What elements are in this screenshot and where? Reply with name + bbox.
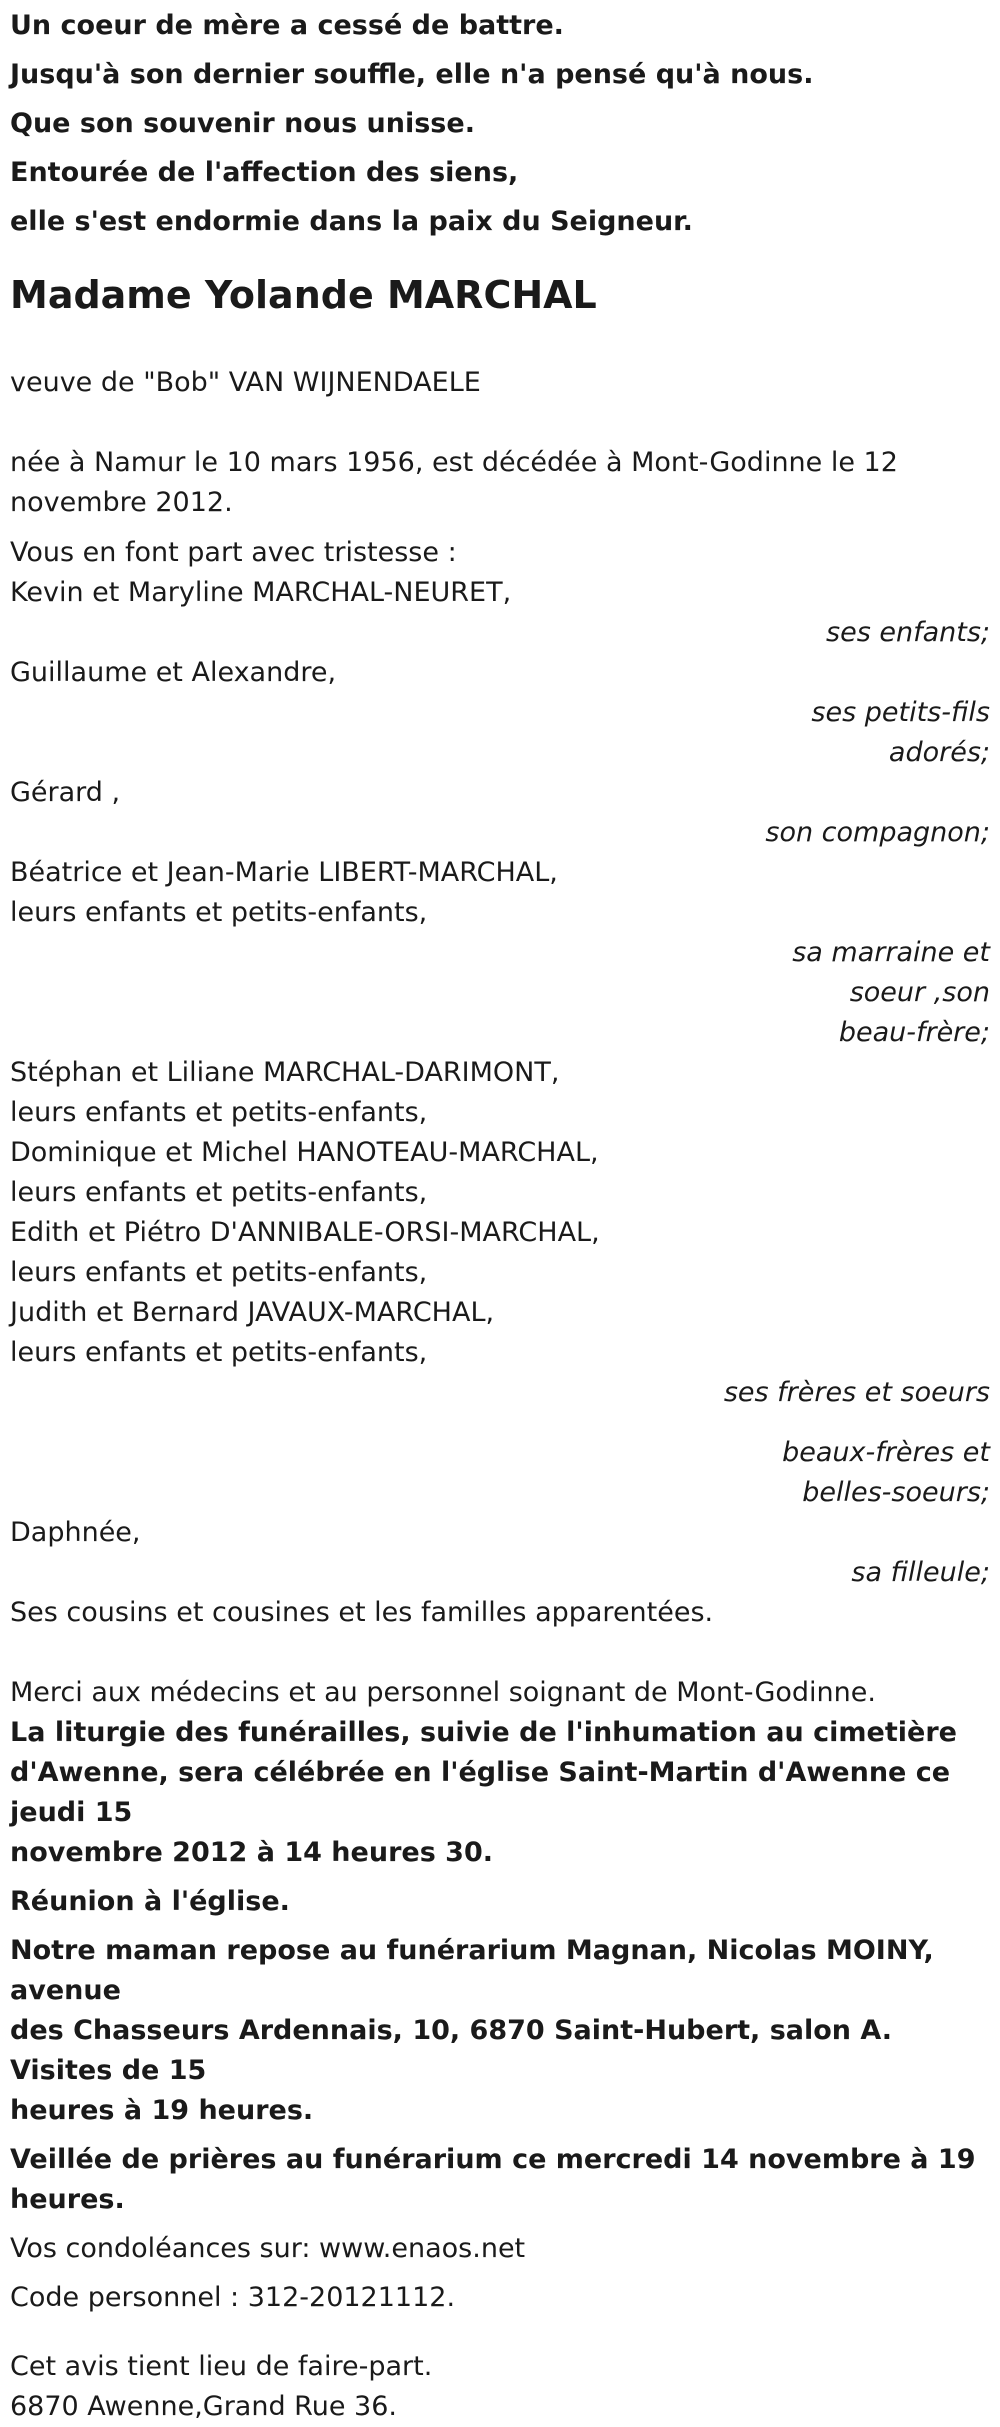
- family-entry-6-children: leurs enfants et petits-enfants,: [10, 1177, 428, 1208]
- widow-line: veuve de "Bob" VAN WIJNENDAELE: [10, 367, 481, 398]
- family-entry-4-children: leurs enfants et petits-enfants,: [10, 897, 428, 928]
- family-entry-6: Dominique et Michel HANOTEAU-MARCHAL,: [10, 1137, 599, 1168]
- family-entry-4: Béatrice et Jean-Marie LIBERT-MARCHAL,: [10, 857, 558, 888]
- funeral-paragraph: [10, 1713, 990, 1873]
- relation-goddaughter: sa filleule;: [851, 1557, 990, 1588]
- family-entry-5-children: leurs enfants et petits-enfants,: [10, 1097, 428, 1128]
- rest-line-3: heures à 19 heures.: [10, 2095, 314, 2126]
- family-entry-2: Guillaume et Alexandre,: [10, 657, 337, 688]
- family-entry-5: Stéphan et Liliane MARCHAL-DARIMONT,: [10, 1057, 560, 1088]
- family-entry-1: Kevin et Maryline MARCHAL-NEURET,: [10, 577, 512, 608]
- relation-godmother-3: beau-frère;: [838, 1017, 990, 1048]
- rest-line-1: Notre maman repose au funérarium Magnan, Nicolas MOINY, avenue: [10, 1935, 934, 2006]
- obituary-page: [10, 6, 990, 2427]
- rest-paragraph: [10, 1931, 990, 2131]
- funeral-line-3: novembre 2012 à 14 heures 30.: [10, 1837, 493, 1868]
- condolences-line: Vos condoléances sur: www.enaos.net: [10, 2233, 526, 2264]
- family-entry-10: Ses cousins et cousines et les familles apparentées.: [10, 1597, 714, 1628]
- notice-line: Cet avis tient lieu de faire-part.: [10, 2351, 433, 2382]
- relation-children: ses enfants;: [826, 617, 990, 648]
- relation-grandsons-1: ses petits-fils: [811, 697, 990, 728]
- poem-line-5: elle s'est endormie dans la paix du Seigneur.: [10, 206, 693, 237]
- relation-godmother-2: soeur ,son: [849, 977, 990, 1008]
- rest-line-2: des Chasseurs Ardennais, 10, 6870 Saint-Hubert, salon A. Visites de 15: [10, 2015, 893, 2086]
- family-entry-8-children: leurs enfants et petits-enfants,: [10, 1337, 428, 1368]
- address-line: 6870 Awenne,Grand Rue 36.: [10, 2391, 397, 2422]
- relation-siblings: ses frères et soeurs: [723, 1377, 990, 1408]
- relation-companion: son compagnon;: [765, 817, 990, 848]
- relation-inlaws-1: beaux-frères et: [782, 1437, 990, 1468]
- thanks-line: Merci aux médecins et au personnel soignant de Mont-Godinne.: [10, 1677, 876, 1708]
- family-entry-8: Judith et Bernard JAVAUX-MARCHAL,: [10, 1297, 495, 1328]
- family-entry-7-children: leurs enfants et petits-enfants,: [10, 1257, 428, 1288]
- family-entry-9: Daphnée,: [10, 1517, 141, 1548]
- poem: [10, 6, 990, 242]
- birth-line-1: née à Namur le 10 mars 1956, est décédée à Mont-Godinne le 12: [10, 447, 898, 478]
- birth-line-2: novembre 2012.: [10, 487, 233, 518]
- funeral-line-1: La liturgie des funérailles, suivie de l'inhumation au cimetière: [10, 1717, 957, 1748]
- intro-line: Vous en font part avec tristesse :: [10, 537, 457, 568]
- poem-line-1: Un coeur de mère a cessé de battre.: [10, 10, 564, 41]
- relation-grandsons-2: adorés;: [888, 737, 990, 768]
- relation-godmother-1: sa marraine et: [792, 937, 990, 968]
- meeting-line: Réunion à l'église.: [10, 1886, 290, 1917]
- family-entry-3: Gérard ,: [10, 777, 121, 808]
- funeral-line-2: d'Awenne, sera célébrée en l'église Saint-Martin d'Awenne ce jeudi 15: [10, 1757, 951, 1828]
- deceased-name: Madame Yolande MARCHAL: [10, 273, 597, 317]
- vigil-line-1: Veillée de prières au funérarium ce mercredi 14 novembre à 19: [10, 2144, 976, 2175]
- poem-line-4: Entourée de l'affection des siens,: [10, 157, 519, 188]
- vigil-paragraph: [10, 2140, 990, 2220]
- poem-line-2: Jusqu'à son dernier souffle, elle n'a pensé qu'à nous.: [10, 59, 814, 90]
- family-entry-7: Edith et Piétro D'ANNIBALE-ORSI-MARCHAL,: [10, 1217, 600, 1248]
- relation-inlaws-2: belles-soeurs;: [802, 1477, 990, 1508]
- poem-line-3: Que son souvenir nous unisse.: [10, 108, 475, 139]
- code-line: Code personnel : 312-20121112.: [10, 2282, 456, 2313]
- vigil-line-2: heures.: [10, 2184, 125, 2215]
